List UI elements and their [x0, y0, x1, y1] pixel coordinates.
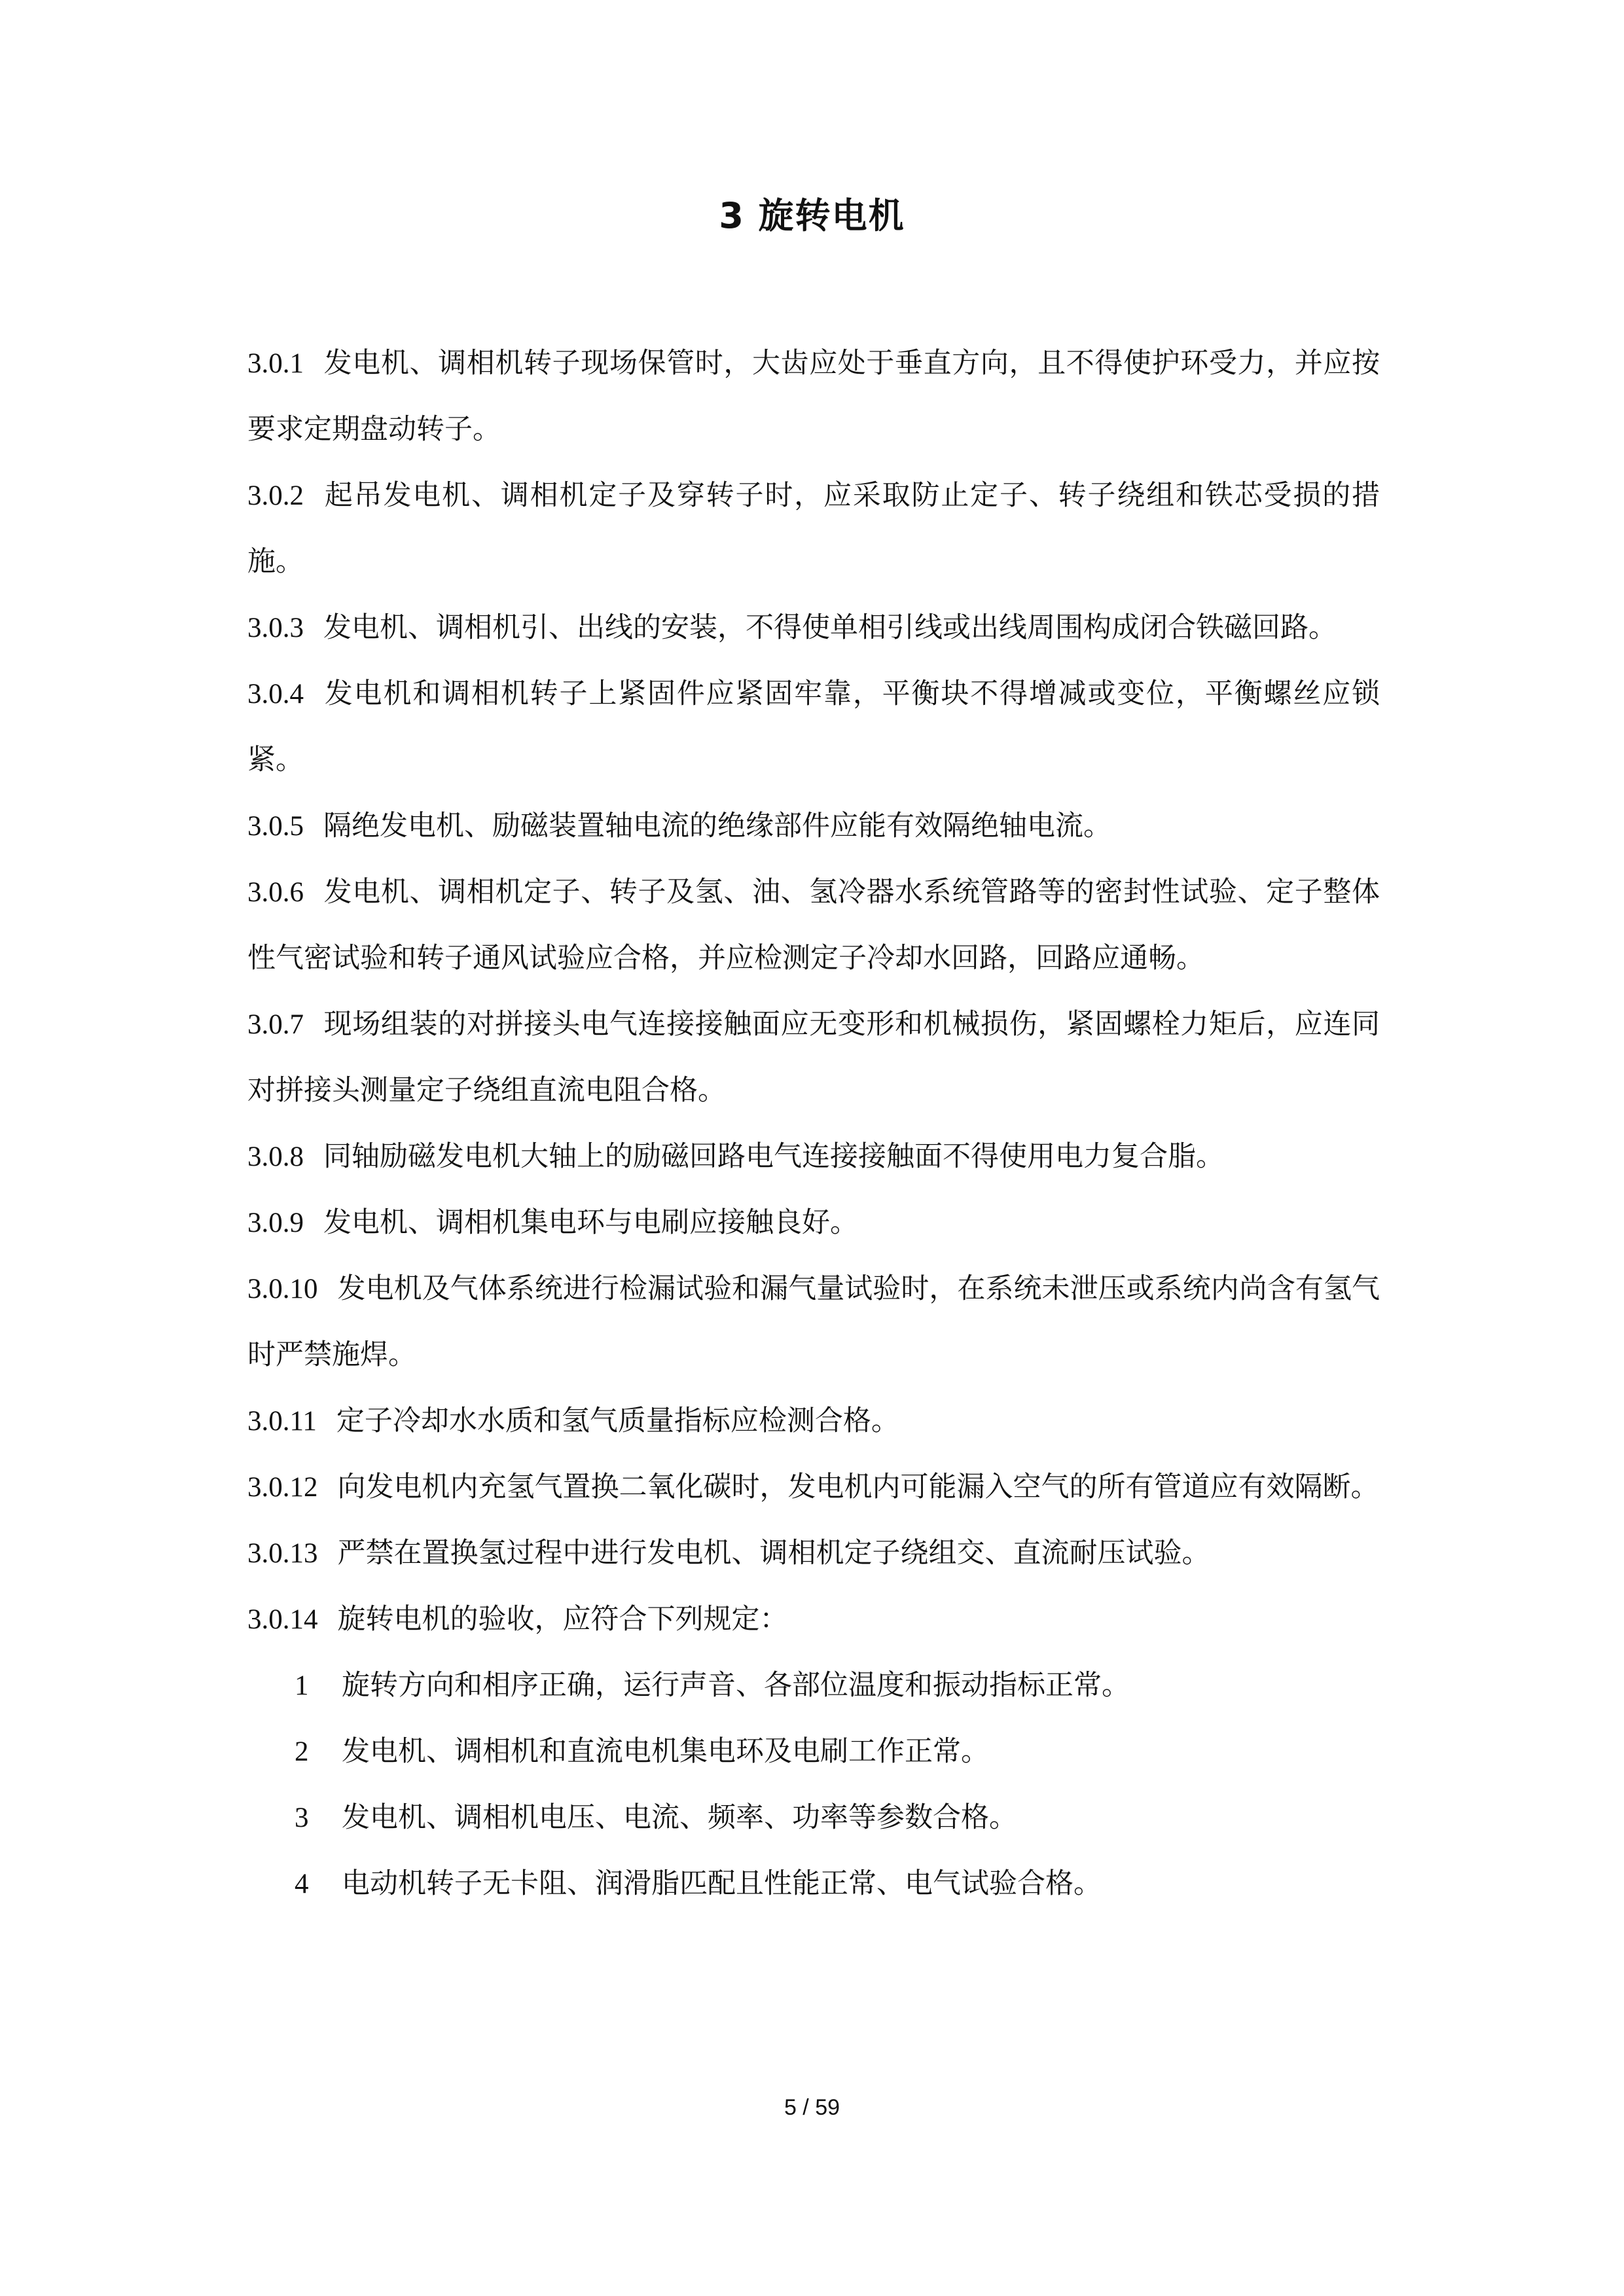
- list-item: [247, 1785, 1380, 1851]
- clause-text: 发电机及气体系统进行检漏试验和漏气量试验时，在系统未泄压或系统内尚含有氢气时严禁施焊。: [247, 1272, 1380, 1371]
- item-text: 旋转方向和相序正确，运行声音、各部位温度和振动指标正常。: [342, 1669, 1130, 1702]
- clause-text: 发电机、调相机转子现场保管时，大齿应处于垂直方向，且不得使护环受力，并应按要求定期盘动转子。: [247, 347, 1380, 446]
- item-text: 发电机、调相机电压、电流、频率、功率等参数合格。: [342, 1801, 1017, 1834]
- clause-number: 3.0.13: [247, 1538, 318, 1569]
- item-text: 电动机转子无卡阻、润滑脂匹配且性能正常、电气试验合格。: [342, 1867, 1102, 1900]
- clause-text: 定子冷却水水质和氢气质量指标应检测合格。: [336, 1405, 899, 1437]
- clause-number: 3.0.8: [247, 1141, 304, 1172]
- item-number: 1: [295, 1670, 309, 1701]
- clause-number: 3.0.12: [247, 1472, 318, 1503]
- clause-number: 3.0.5: [247, 811, 304, 842]
- clause-text: 发电机、调相机定子、转子及氢、油、氢冷器水系统管路等的密封性试验、定子整体性气密试验和转子通风试验应合格，并应检测定子冷却水回路，回路应通畅。: [247, 876, 1380, 975]
- clause-text: 旋转电机的验收，应符合下列规定：: [337, 1603, 788, 1636]
- clause-number: 3.0.6: [247, 877, 304, 908]
- clause-3-0-11: [247, 1388, 1380, 1454]
- clause-number: 3.0.4: [247, 679, 304, 709]
- clause-3-0-4: [247, 661, 1380, 793]
- clause-text: 现场组装的对拼接头电气连接接触面应无变形和机械损伤，紧固螺栓力矩后，应连同对拼接头测量定子绕组直流电阻合格。: [247, 1008, 1380, 1107]
- clause-3-0-13: [247, 1520, 1380, 1587]
- clause-3-0-7: [247, 992, 1380, 1124]
- clause-3-0-8: [247, 1124, 1380, 1190]
- clause-text: 隔绝发电机、励磁装置轴电流的绝缘部件应能有效隔绝轴电流。: [323, 810, 1111, 842]
- clause-number: 3.0.10: [247, 1274, 318, 1304]
- chapter-body: [247, 331, 1380, 1917]
- clause-3-0-5: [247, 793, 1380, 859]
- item-number: 2: [295, 1736, 309, 1767]
- clause-number: 3.0.2: [247, 480, 304, 511]
- page-number: 5 / 59: [784, 2095, 840, 2120]
- clause-text: 发电机、调相机引、出线的安装，不得使单相引线或出线周围构成闭合铁磁回路。: [323, 611, 1337, 644]
- list-item: [247, 1719, 1380, 1785]
- clause-number: 3.0.3: [247, 613, 304, 643]
- clause-text: 起吊发电机、调相机定子及穿转子时，应采取防止定子、转子绕组和铁芯受损的措施。: [247, 479, 1380, 578]
- clause-number: 3.0.11: [247, 1406, 317, 1437]
- clause-text: 发电机、调相机集电环与电刷应接触良好。: [323, 1206, 858, 1239]
- item-number: 3: [295, 1803, 309, 1833]
- clause-text: 发电机和调相机转子上紧固件应紧固牢靠，平衡块不得增减或变位，平衡螺丝应锁紧。: [247, 677, 1380, 776]
- clause-number: 3.0.9: [247, 1208, 304, 1238]
- clause-number: 3.0.1: [247, 348, 304, 379]
- list-item: [247, 1851, 1380, 1917]
- clause-3-0-2: [247, 463, 1380, 595]
- clause-number: 3.0.14: [247, 1604, 318, 1635]
- clause-text: 严禁在置换氢过程中进行发电机、调相机定子绕组交、直流耐压试验。: [337, 1537, 1210, 1570]
- list-item: [247, 1653, 1380, 1719]
- clause-number: 3.0.7: [247, 1009, 304, 1040]
- chapter-title: 3 旋转电机: [719, 195, 905, 236]
- clause-3-0-3: [247, 595, 1380, 661]
- clause-text: 同轴励磁发电机大轴上的励磁回路电气连接接触面不得使用电力复合脂。: [323, 1140, 1224, 1173]
- clause-3-0-14: [247, 1587, 1380, 1653]
- clause-3-0-9: [247, 1190, 1380, 1256]
- item-number: 4: [295, 1869, 309, 1899]
- clause-text: 向发电机内充氢气置换二氧化碳时，发电机内可能漏入空气的所有管道应有效隔断。: [337, 1471, 1379, 1503]
- item-text: 发电机、调相机和直流电机集电环及电刷工作正常。: [342, 1735, 989, 1768]
- clause-3-0-12: [247, 1454, 1380, 1520]
- clause-3-0-1: [247, 331, 1380, 463]
- clause-3-0-10: [247, 1256, 1380, 1388]
- clause-3-0-6: [247, 859, 1380, 992]
